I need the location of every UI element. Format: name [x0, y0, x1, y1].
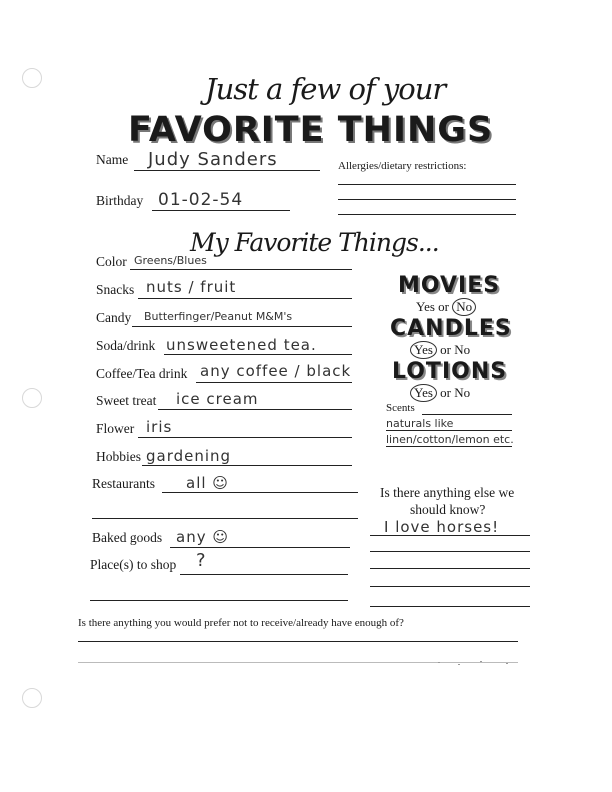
restaurants-line-2	[92, 518, 358, 519]
candles-no[interactable]: No	[454, 342, 471, 357]
movies-yes-no[interactable]	[416, 298, 476, 316]
heading-script: Just a few of your	[205, 72, 446, 106]
lotions-yes-circled[interactable]: Yes	[410, 384, 437, 402]
shop-line-2	[90, 600, 348, 601]
scents-line-2	[386, 430, 512, 431]
soda-value[interactable]: unsweetened tea.	[166, 336, 317, 354]
lotions-no[interactable]: No	[454, 385, 471, 400]
movies-yes[interactable]: Yes	[416, 299, 435, 314]
scents-label: Scents	[386, 402, 415, 414]
scents-line-1	[422, 414, 512, 415]
candles-yes-no[interactable]	[410, 341, 470, 359]
coffee-value[interactable]: any coffee / black	[200, 362, 352, 380]
coffee-line	[196, 382, 352, 383]
candy-label: Candy	[96, 310, 132, 325]
soda-line	[164, 354, 352, 355]
snacks-value[interactable]: nuts / fruit	[146, 278, 237, 296]
candy-line	[132, 326, 352, 327]
anything-else-answer[interactable]: I love horses!	[384, 518, 500, 536]
candles-yes-circled[interactable]: Yes	[410, 341, 437, 359]
scan-speck	[506, 663, 508, 664]
sweet-treat-value[interactable]: ice cream	[176, 390, 259, 408]
name-label: Name	[96, 152, 129, 167]
hobbies-value[interactable]: gardening	[146, 447, 232, 465]
hole-punch-bottom	[22, 688, 42, 708]
movies-no-circled[interactable]: No	[452, 298, 476, 316]
shop-line-1	[180, 574, 348, 575]
allergies-line-1	[338, 184, 516, 185]
section-title: My Favorite Things...	[190, 228, 439, 257]
anything-else-line-3	[370, 568, 530, 569]
color-value[interactable]: Greens/Blues	[134, 254, 207, 267]
shop-value[interactable]: ?	[196, 550, 207, 571]
hole-punch-middle	[22, 388, 42, 408]
lotions-or: or	[440, 385, 452, 400]
candles-title: CANDLES	[390, 316, 512, 341]
sweet-treat-label: Sweet treat	[96, 393, 157, 408]
scan-speck	[438, 662, 440, 663]
hobbies-label: Hobbies	[96, 449, 141, 464]
anything-else-question-2: should know?	[410, 502, 486, 517]
shop-label: Place(s) to shop	[90, 557, 177, 572]
movies-title: MOVIES	[398, 273, 501, 298]
scents-value-2[interactable]: linen/cotton/lemon etc.	[386, 433, 514, 446]
color-label: Color	[96, 254, 127, 269]
birthday-value[interactable]: 01-02-54	[158, 190, 244, 210]
anything-else-line-1	[370, 535, 530, 536]
scents-value-1[interactable]: naturals like	[386, 417, 454, 430]
restaurants-label: Restaurants	[92, 476, 155, 491]
allergies-label: Allergies/dietary restrictions:	[338, 160, 467, 172]
restaurants-line-1	[162, 492, 358, 493]
snacks-label: Snacks	[96, 282, 135, 297]
anything-else-line-5	[370, 606, 530, 607]
scan-speck	[480, 661, 482, 662]
hobbies-line	[142, 465, 352, 466]
baked-goods-label: Baked goods	[92, 530, 163, 545]
not-receive-question: Is there anything you would prefer not to receive/already have enough of?	[78, 617, 404, 629]
flower-line	[138, 437, 352, 438]
not-receive-line-2	[78, 662, 518, 663]
name-value[interactable]: Judy Sanders	[148, 149, 278, 170]
anything-else-line-4	[370, 586, 530, 587]
candy-value[interactable]: Butterfinger/Peanut M&M's	[144, 310, 293, 323]
sweet-treat-line	[158, 409, 352, 410]
soda-label: Soda/drink	[96, 338, 156, 353]
name-line	[134, 170, 320, 171]
lotions-yes-no[interactable]	[410, 384, 470, 402]
heading-title: FAVORITE THINGS	[128, 110, 494, 150]
anything-else-question-1: Is there anything else we	[380, 485, 515, 500]
scan-speck	[458, 664, 460, 665]
not-receive-line-1	[78, 641, 518, 642]
scents-line-3	[386, 446, 512, 447]
anything-else-line-2	[370, 551, 530, 552]
hole-punch-top	[22, 68, 42, 88]
allergies-line-2	[338, 199, 516, 200]
coffee-label: Coffee/Tea drink	[96, 366, 188, 381]
snacks-line	[138, 298, 352, 299]
allergies-line-3	[338, 214, 516, 215]
color-line	[130, 269, 352, 270]
flower-label: Flower	[96, 421, 135, 436]
baked-goods-line	[170, 547, 350, 548]
movies-or: or	[438, 299, 450, 314]
lotions-title: LOTIONS	[392, 359, 508, 384]
birthday-label: Birthday	[96, 193, 144, 208]
candles-or: or	[440, 342, 452, 357]
birthday-line	[152, 210, 290, 211]
baked-goods-value[interactable]: any ☺	[176, 528, 229, 546]
restaurants-value[interactable]: all ☺	[186, 474, 229, 492]
flower-value[interactable]: iris	[146, 418, 173, 436]
